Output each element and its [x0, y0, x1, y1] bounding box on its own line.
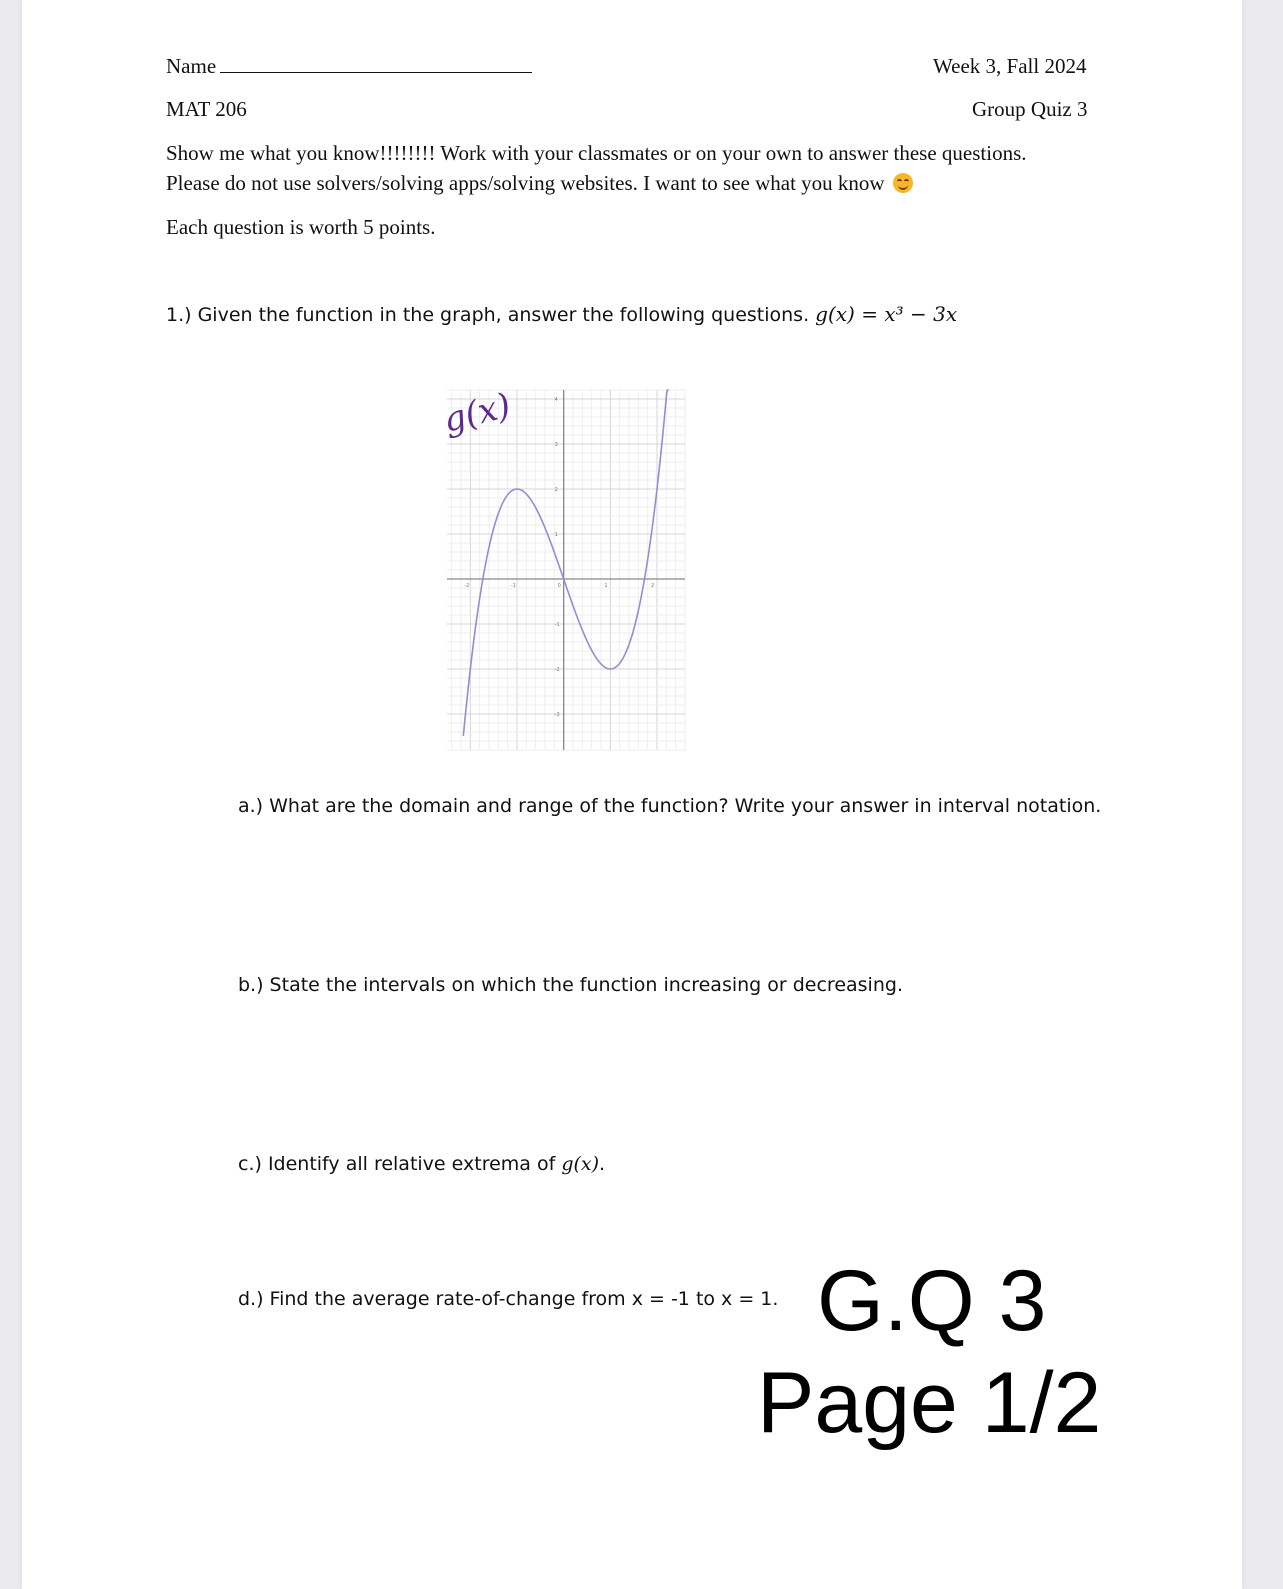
question-1b: b.) State the intervals on which the function increasing or decreasing. [238, 974, 903, 996]
x-tick-label: 0 [557, 583, 561, 589]
quiz-page [22, 0, 1242, 1589]
y-tick-label: 3 [554, 442, 558, 448]
x-tick-label: -1 [511, 583, 516, 589]
question-1c [238, 1153, 605, 1175]
week-label: Week 3, Fall 2024 [933, 54, 1087, 78]
y-tick-label: 1 [554, 532, 558, 538]
y-tick-label: 4 [554, 397, 558, 403]
question-1c-suffix: . [599, 1153, 606, 1175]
name-label: Name [166, 54, 217, 78]
smiley-icon [893, 173, 913, 193]
name-field [166, 54, 532, 79]
question-1-prompt: 1.) Given the function in the graph, answer the following questions. [166, 304, 810, 326]
stamp-line-1: G.Q 3 [817, 1253, 1047, 1349]
name-blank-line [220, 54, 532, 73]
question-1c-math: g(x) [561, 1153, 600, 1175]
stamp-line-2: Page 1/2 [757, 1355, 1102, 1451]
y-tick-label: -3 [554, 712, 560, 718]
points-note: Each question is worth 5 points. [166, 215, 436, 239]
intro-line-2-text: Please do not use solvers/solving apps/solving websites. I want to see what you know [166, 171, 885, 195]
intro-line-1: Show me what you know!!!!!!!! Work with your classmates or on your own to answer these questions. [166, 141, 1027, 165]
x-tick-label: -2 [464, 583, 470, 589]
course-label: MAT 206 [166, 97, 247, 121]
x-tick-label: 2 [651, 583, 655, 589]
x-tick-label: 1 [604, 583, 608, 589]
function-graph [427, 380, 692, 755]
intro-line-2 [166, 171, 913, 196]
y-tick-label: -1 [554, 622, 560, 628]
handwritten-g-of-x-label: g(x) [439, 385, 515, 441]
question-1 [166, 302, 957, 326]
question-1d: d.) Find the average rate-of-change from x = -1 to x = 1. [238, 1288, 779, 1310]
question-1a: a.) What are the domain and range of the function? Write your answer in interval notation. [238, 795, 1102, 817]
question-1-function: g(x) = x³ − 3x [815, 302, 958, 326]
question-1c-prefix: c.) Identify all relative extrema of [238, 1153, 556, 1175]
y-tick-label: 2 [554, 487, 558, 493]
graph-svg [427, 380, 692, 755]
y-tick-label: -2 [554, 667, 560, 673]
quiz-label: Group Quiz 3 [972, 97, 1088, 121]
